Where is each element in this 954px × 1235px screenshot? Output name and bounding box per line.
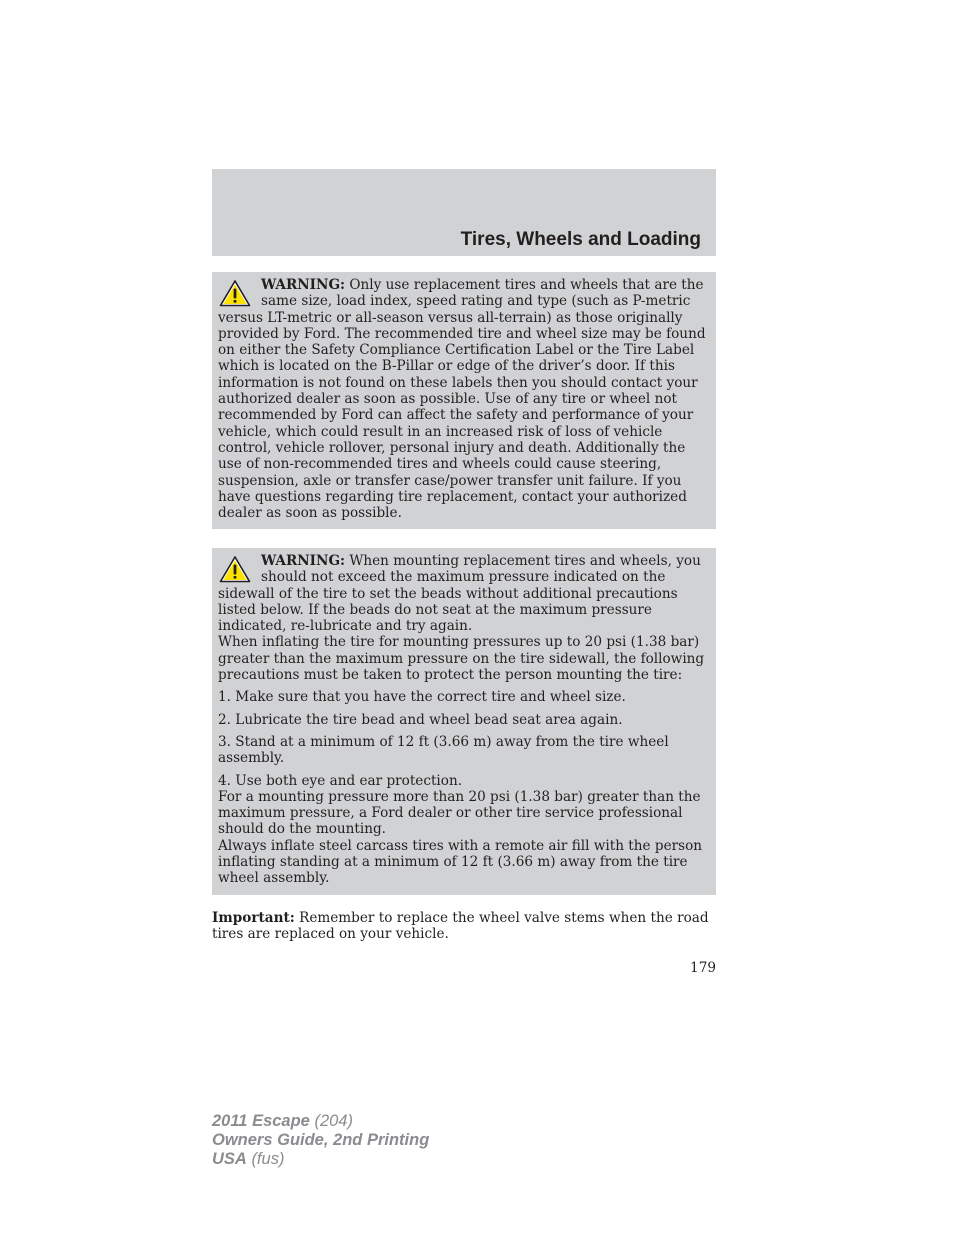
list-item: 4. Use both eye and ear protection. bbox=[218, 772, 463, 789]
warning-paragraph bbox=[218, 277, 710, 521]
inflation-precautions-intro: When inflating the tire for mounting pressures up to 20 psi (1.38 bar) greater than the maximum pressure on the tire sidewall, the following precautions must be taken to protect the person mounting the tire: bbox=[218, 634, 705, 684]
important-text: Remember to replace the wheel valve stems when the road tires are replaced on your vehicle. bbox=[212, 910, 709, 943]
warning-triangle-icon bbox=[219, 279, 251, 307]
footer-market-code: (fus) bbox=[251, 1150, 285, 1168]
footer-model-code: (204) bbox=[314, 1112, 353, 1130]
dealer-mounting-paragraph: For a mounting pressure more than 20 psi (1.38 bar) greater than the maximum pressure, a Ford dealer or other tire service professional should do the mounting. bbox=[218, 788, 701, 838]
warning-box-replacement-tires bbox=[212, 272, 716, 529]
warning-text: When mounting replacement tires and wheels, you should not exceed the maximum pressure indicated on the sidewall of the tire to set the beads without additional precautions listed below. If the beads do not seat at the maximum pressure indicated, re-lubricate and try again. bbox=[218, 553, 701, 635]
warning-label: WARNING: bbox=[261, 553, 346, 569]
list-item: 1. Make sure that you have the correct tire and wheel size. bbox=[218, 689, 626, 706]
warning-intro bbox=[218, 553, 710, 634]
steel-carcass-paragraph: Always inflate steel carcass tires with a remote air fill with the person inflating standing at a minimum of 12 ft (3.66 m) away from the tire wheel assembly. bbox=[218, 837, 703, 887]
warning-label: WARNING: bbox=[261, 277, 346, 293]
page-number: 179 bbox=[690, 960, 716, 976]
warning-box-mounting-pressure bbox=[212, 548, 716, 895]
section-header-band bbox=[212, 169, 716, 256]
list-item: 3. Stand at a minimum of 12 ft (3.66 m) away from the tire wheel assembly. bbox=[218, 733, 669, 767]
important-note bbox=[212, 910, 716, 943]
footer-model: 2011 Escape bbox=[212, 1112, 310, 1130]
section-title: Tires, Wheels and Loading bbox=[460, 229, 701, 250]
warning-triangle-icon bbox=[219, 555, 251, 583]
warning-text: Only use replacement tires and wheels that are the same size, load index, speed rating and type (such as P-metric versus LT-metric or all-season versus all-terrain) as those originally provided by Ford. The recommended tire and wheel size may be found on either the Safety Compliance Certification Label or the Tire Label which is located on the B-Pillar or edge of the driver’s door. If this information is not found on these labels then you should contact your authorized dealer as soon as possible. Use of any tire or wheel not recommended by Ford can affect the safety and performance of your vehicle, which could result in an increased risk of loss of vehicle control, vehicle rollover, personal injury and death. Additionally the use of non-recommended tires and wheels could cause steering, suspension, axle or transfer case/power transfer unit failure. If you have questions regarding tire replacement, contact your authorized dealer as soon as possible. bbox=[218, 277, 706, 522]
list-item: 2. Lubricate the tire bead and wheel bead seat area again. bbox=[218, 711, 623, 728]
important-label: Important: bbox=[212, 910, 295, 926]
footer-market: USA bbox=[212, 1150, 247, 1168]
footer-guide: Owners Guide, 2nd Printing bbox=[212, 1131, 430, 1149]
footer-edition-info bbox=[212, 1112, 429, 1169]
